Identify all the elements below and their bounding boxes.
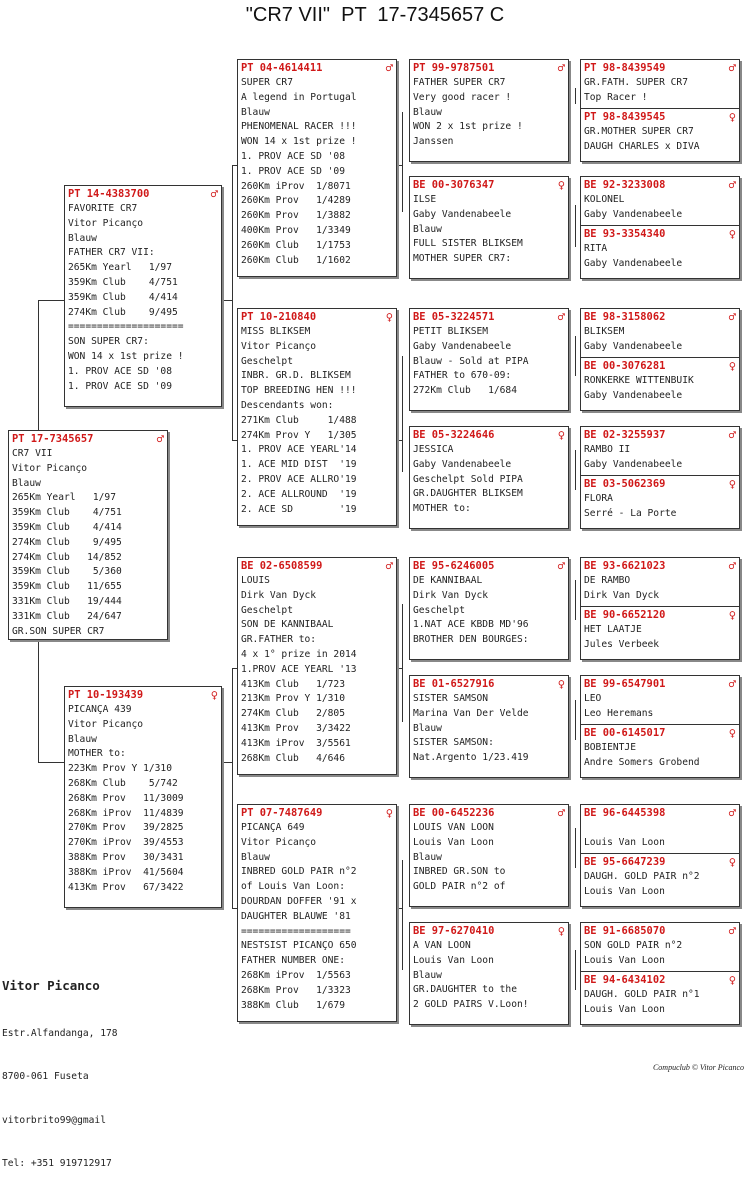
male-icon: ♂ xyxy=(728,805,736,820)
connector-line xyxy=(575,88,576,104)
card-details: LEO Leo Heremans xyxy=(584,693,654,719)
ring-number: BE 02-3255937 xyxy=(584,428,666,441)
pedigree-card-mfm[interactable] xyxy=(409,675,569,778)
card-details: GR.FATH. SUPER CR7 Top Racer ! xyxy=(584,77,688,103)
male-icon: ♂ xyxy=(557,558,565,573)
ring-number: BE 05-3224571 xyxy=(413,310,495,323)
pedigree-card-mf[interactable] xyxy=(237,557,397,775)
card-details: ILSE Gaby Vandenabeele Blauw FULL SISTER BLIKSEM MOTHER SUPER CR7: xyxy=(413,194,523,265)
ring-number: BE 02-6508599 xyxy=(241,559,323,572)
connector-line xyxy=(575,950,576,990)
card-details: DE KANNIBAAL Dirk Van Dyck Geschelpt 1.NAT ACE KBDB MD'96 BROTHER DEN BOURGES: xyxy=(413,575,529,646)
connector-line xyxy=(397,440,402,441)
female-icon: ♀ xyxy=(728,358,736,373)
male-icon: ♂ xyxy=(385,60,393,75)
ring-number: BE 00-6452236 xyxy=(413,806,495,819)
ring-number: BE 00-3076281 xyxy=(584,359,666,372)
pedigree-card-ffm[interactable] xyxy=(409,176,569,279)
owner-name: Vitor Picanco xyxy=(2,978,100,993)
male-icon: ♂ xyxy=(728,309,736,324)
connector-line xyxy=(402,860,403,970)
footer-credit: Compuclub © Vitor Picanco xyxy=(652,1063,744,1072)
card-details: GR.MOTHER SUPER CR7 DAUGH CHARLES x DIVA xyxy=(584,126,700,152)
card-details: MISS BLIKSEM Vitor Picanço Geschelpt INBR. GR.D. BLIKSEM TOP BREEDING HEN !!! Descendants won: 271Km Club 1/488 274Km Prov Y 1/305 1. PROV ACE YEARL'14 1. ACE MID DIST '19 2. PROV ACE ALLRO'19 2. ACE ALLROUND '19 2. ACE SD '19 xyxy=(241,326,357,515)
ring-number: BE 95-6647239 xyxy=(584,855,666,868)
pedigree-card-subject[interactable] xyxy=(8,430,168,640)
connector-line xyxy=(232,668,233,908)
female-icon: ♀ xyxy=(557,427,565,442)
connector-line xyxy=(402,356,403,472)
pedigree-card-fff[interactable] xyxy=(409,59,569,162)
ring-number: BE 90-6652120 xyxy=(584,608,666,621)
female-icon: ♀ xyxy=(728,226,736,241)
owner-phone: Tel: +351 919712917 xyxy=(2,1158,112,1169)
connector-line xyxy=(232,165,233,440)
female-icon: ♀ xyxy=(728,607,736,622)
pedigree-card-mmm[interactable] xyxy=(409,922,569,1025)
ring-number: BE 96-6445398 xyxy=(584,806,666,819)
ring-number: PT 98-8439549 xyxy=(584,61,666,74)
female-icon: ♀ xyxy=(728,972,736,987)
pedigree-pair-4[interactable] xyxy=(580,426,740,529)
ring-number: PT 99-9787501 xyxy=(413,61,495,74)
male-icon: ♂ xyxy=(728,923,736,938)
card-details: PETIT BLIKSEM Gaby Vandenabeele Blauw - Sold at PIPA FATHER to 670-09: 272Km Club 1/684 xyxy=(413,326,529,397)
ring-number: BE 93-3354340 xyxy=(584,227,666,240)
card-details: BLIKSEM Gaby Vandenabeele xyxy=(584,326,683,352)
card-details: DAUGH. GOLD PAIR n°1 Louis Van Loon xyxy=(584,989,700,1015)
connector-line xyxy=(397,908,402,909)
pedigree-card-mm[interactable] xyxy=(237,804,397,1022)
connector-line xyxy=(575,336,576,376)
card-details: PICANÇA 649 Vitor Picanço Blauw INBRED GOLD PAIR n°2 of Louis Van Loon: DOURDAN DOFFER '91 x DAUGHTER BLAUWE '81 =================== NESTSIST PICANÇO 650 FATHER NUMBER ONE: 268Km iProv 1/5563 268Km Prov 1/3323 388Km Club 1/679 xyxy=(241,822,357,1011)
pedigree-pair-1[interactable] xyxy=(580,59,740,162)
ring-number: PT 14-4383700 xyxy=(68,187,150,200)
connector-line xyxy=(402,604,403,722)
pedigree-pair-7[interactable] xyxy=(580,804,740,907)
owner-email: vitorbrito99@gmail xyxy=(2,1114,106,1126)
card-details: FATHER SUPER CR7 Very good racer ! Blauw WON 2 x 1st prize ! Janssen xyxy=(413,77,523,148)
connector-line xyxy=(402,112,403,212)
card-details: RITA Gaby Vandenabeele xyxy=(584,243,683,269)
card-details: SON GOLD PAIR n°2 Louis Van Loon xyxy=(584,940,683,966)
connector-line xyxy=(575,700,576,740)
ring-number: BE 00-6145017 xyxy=(584,726,666,739)
pedigree-pair-5[interactable] xyxy=(580,557,740,660)
ring-number: PT 10-210840 xyxy=(241,310,317,323)
ring-number: PT 17-7345657 xyxy=(12,432,94,445)
female-icon: ♀ xyxy=(385,805,393,820)
card-details: JESSICA Gaby Vandenabeele Geschelpt Sold PIPA GR.DAUGHTER BLIKSEM MOTHER to: xyxy=(413,444,523,515)
connector-line xyxy=(38,762,64,763)
connector-line xyxy=(38,300,39,430)
connector-line xyxy=(575,205,576,247)
ring-number: BE 00-3076347 xyxy=(413,178,495,191)
connector-line xyxy=(575,580,576,620)
connector-line xyxy=(575,828,576,868)
pedigree-pair-2[interactable] xyxy=(580,176,740,279)
pedigree-pair-8[interactable] xyxy=(580,922,740,1025)
female-icon: ♀ xyxy=(728,725,736,740)
ring-number: BE 92-3233008 xyxy=(584,178,666,191)
card-details: RAMBO II Gaby Vandenabeele xyxy=(584,444,683,470)
ring-number: PT 10-193439 xyxy=(68,688,144,701)
connector-line xyxy=(397,165,402,166)
male-icon: ♂ xyxy=(557,60,565,75)
ring-number: PT 07-7487649 xyxy=(241,806,323,819)
ring-number: BE 98-3158062 xyxy=(584,310,666,323)
owner-city: 8700-061 Fuseta xyxy=(2,1071,89,1082)
ring-number: PT 98-8439545 xyxy=(584,110,666,123)
card-details: DAUGH. GOLD PAIR n°2 Louis Van Loon xyxy=(584,871,700,897)
ring-number: BE 97-6270410 xyxy=(413,924,495,937)
card-details: FAVORITE CR7 Vitor Picanço Blauw FATHER CR7 VII: 265Km Yearl 1/97 359Km Club 4/751 359Km Club 4/414 274Km Club 9/495 ==================== SON SUPER CR7: WON 14 x 1st prize ! 1. PROV ACE SD '08 1. PROV ACE SD '09 xyxy=(68,203,184,392)
card-details: RONKERKE WITTENBUIK Gaby Vandenabeele xyxy=(584,375,694,401)
female-icon: ♀ xyxy=(557,923,565,938)
male-icon: ♂ xyxy=(385,558,393,573)
female-icon: ♀ xyxy=(385,309,393,324)
card-details: SUPER CR7 A legend in Portugal Blauw PHENOMENAL RACER !!! WON 14 x 1st prize ! 1. PROV ACE SD '08 1. PROV ACE SD '09 260Km iProv 1/8071 260Km Prov 1/4289 260Km Prov 1/3882 400Km Prov 1/3349 260Km Club 1/1753 260Km Club 1/1602 xyxy=(241,77,357,266)
ring-number: BE 03-5062369 xyxy=(584,477,666,490)
pedigree-card-mff[interactable] xyxy=(409,557,569,660)
pedigree-card-ff[interactable] xyxy=(237,59,397,277)
ring-number: BE 01-6527916 xyxy=(413,677,495,690)
pedigree-card-fmf[interactable] xyxy=(409,308,569,411)
pedigree-card-mother[interactable] xyxy=(64,686,222,908)
female-icon: ♀ xyxy=(728,476,736,491)
male-icon: ♂ xyxy=(210,186,218,201)
card-details: CR7 VII Vitor Picanço Blauw 265Km Yearl 1/97 359Km Club 4/751 359Km Club 4/414 274Km Club 9/495 274Km Club 14/852 359Km Club 5/360 359Km Club 11/655 331Km Club 19/444 331Km Club 24/647 GR.SON SUPER CR7 xyxy=(12,448,122,637)
ring-number: BE 05-3224646 xyxy=(413,428,495,441)
card-details: PICANÇA 439 Vitor Picanço Blauw MOTHER to: 223Km Prov Y 1/310 268Km Club 5/742 268Km Prov 11/3009 268Km iProv 11/4839 270Km Prov 39/2825 270Km iProv 39/4553 388Km Prov 30/3431 388Km iProv 41/5604 413Km Prov 67/3422 xyxy=(68,704,184,893)
ring-number: BE 99-6547901 xyxy=(584,677,666,690)
ring-number: BE 91-6685070 xyxy=(584,924,666,937)
pedigree-card-father[interactable] xyxy=(64,185,222,407)
pedigree-card-fm[interactable] xyxy=(237,308,397,526)
male-icon: ♂ xyxy=(728,427,736,442)
pedigree-pair-6[interactable] xyxy=(580,675,740,778)
pedigree-pair-3[interactable] xyxy=(580,308,740,411)
card-details: SISTER SAMSON Marina Van Der Velde Blauw SISTER SAMSON: Nat.Argento 1/23.419 xyxy=(413,693,529,764)
card-details: LOUIS Dirk Van Dyck Geschelpt SON DE KANNIBAAL GR.FATHER to: 4 x 1° prize in 2014 1.PROV ACE YEARL '13 413Km Club 1/723 213Km Prov Y 1/310 274Km Club 2/805 413Km Prov 3/3422 413Km iProv 3/5561 268Km Club 4/646 xyxy=(241,575,357,764)
pedigree-card-mmf[interactable] xyxy=(409,804,569,907)
female-icon: ♀ xyxy=(728,854,736,869)
male-icon: ♂ xyxy=(728,558,736,573)
pedigree-title: "CR7 VII" PT 17-7345657 C xyxy=(245,4,505,26)
card-details: BOBIENTJE Andre Somers Grobend xyxy=(584,742,700,768)
connector-line xyxy=(397,668,402,669)
connector-line xyxy=(38,300,64,301)
connector-line xyxy=(222,300,232,301)
ring-number: BE 95-6246005 xyxy=(413,559,495,572)
card-details: LOUIS VAN LOON Louis Van Loon Blauw INBRED GR.SON to GOLD PAIR n°2 of xyxy=(413,822,506,893)
ring-number: BE 94-6434102 xyxy=(584,973,666,986)
female-icon: ♀ xyxy=(557,676,565,691)
male-icon: ♂ xyxy=(557,805,565,820)
ring-number: BE 93-6621023 xyxy=(584,559,666,572)
card-details: KOLONEL Gaby Vandenabeele xyxy=(584,194,683,220)
owner-info xyxy=(2,950,118,1186)
female-icon: ♀ xyxy=(728,109,736,124)
male-icon: ♂ xyxy=(728,60,736,75)
male-icon: ♂ xyxy=(728,676,736,691)
card-details: A VAN LOON Louis Van Loon Blauw GR.DAUGHTER to the 2 GOLD PAIRS V.Loon! xyxy=(413,940,529,1011)
card-details: Louis Van Loon xyxy=(584,836,665,848)
owner-address: Estr.Alfandanga, 178 xyxy=(2,1027,118,1039)
ring-number: PT 04-4614411 xyxy=(241,61,323,74)
connector-line xyxy=(575,450,576,490)
female-icon: ♀ xyxy=(210,687,218,702)
pedigree-card-fmm[interactable] xyxy=(409,426,569,529)
male-icon: ♂ xyxy=(156,431,164,446)
connector-line xyxy=(222,762,232,763)
connector-line xyxy=(38,640,39,762)
male-icon: ♂ xyxy=(728,177,736,192)
female-icon: ♀ xyxy=(557,177,565,192)
male-icon: ♂ xyxy=(557,309,565,324)
card-details: FLORA Serré - La Porte xyxy=(584,493,677,519)
card-details: DE RAMBO Dirk Van Dyck xyxy=(584,575,660,601)
card-details: HET LAATJE Jules Verbeek xyxy=(584,624,660,650)
